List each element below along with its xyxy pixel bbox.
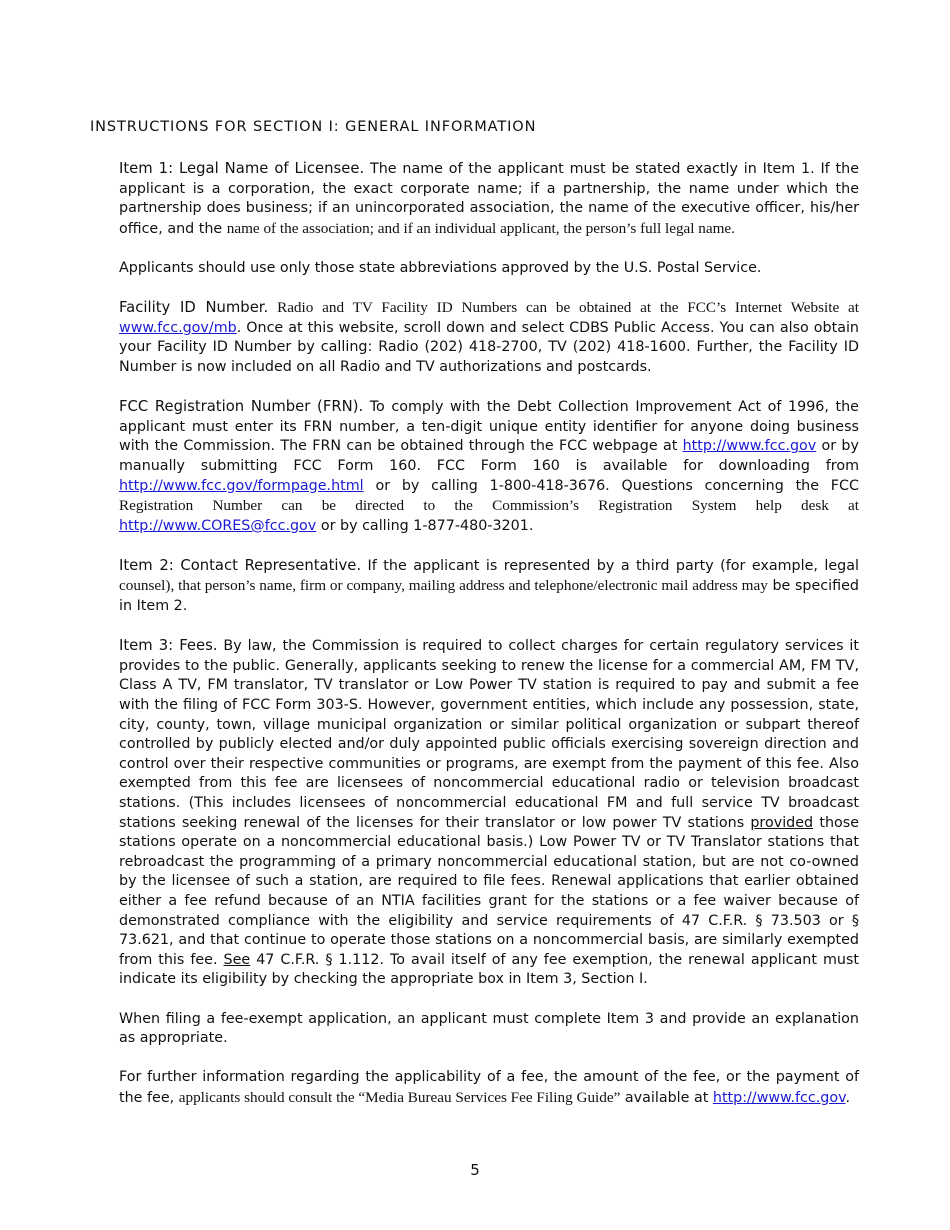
item1-paragraph	[119, 159, 859, 239]
further-text-a: For further information regarding the applicability of a fee, the amount of the fee, or the payment of the fee,	[119, 1069, 859, 1106]
fcc-gov-link-2[interactable]: http://www.fcc.gov	[712, 1089, 846, 1106]
instructions-body	[119, 159, 859, 1128]
facility-id-text-serif: Radio and TV Facility ID Numbers can be obtained at the FCC’s Internet Website at	[268, 299, 860, 317]
item3-text-b: those stations operate on a noncommercial educational basis.) Low Power TV or TV Translator stations that rebroadcast the programming of a primary noncommercial educational station, but are not co-owned by the licensee of such a station, are required to file fees. Renewal applications that earlier obtained either a fee refund because of an NTIA facilities grant for the stations or a fee waiver because of demonstrated compliance with the eligibility and service requirements of 47 C.F.R. § 73.503 or § 73.621, and that continue to operate those stations on a noncommercial basis, are similarly exempted from this fee.	[119, 814, 859, 968]
frn-text-serif: Registration Number can be directed to the Commission’s Registration System help desk at	[119, 497, 859, 515]
further-text-c: available at	[620, 1089, 713, 1106]
further-text-serif: applicants should consult the “Media Bureau Services Fee Filing Guide”	[178, 1088, 621, 1106]
further-info-paragraph	[119, 1068, 859, 1108]
frn-text-e: or by calling 1-877-480-3201.	[316, 517, 534, 534]
item1-label: Item 1: Legal Name of Licensee.	[119, 160, 365, 177]
frn-paragraph	[119, 397, 859, 536]
item3-text-c: 47 C.F.R. § 1.112. To avail itself of any fee exemption, the renewal applicant must indicate its eligibility by checking the appropriate box in Item 3, Section I.	[119, 951, 860, 988]
item2-text-c: be specified in Item 2.	[119, 578, 859, 615]
frn-text-c: or by calling 1-800-418-3676. Questions concerning the FCC	[363, 477, 859, 494]
item3-paragraph	[119, 636, 859, 990]
fcc-gov-link[interactable]: http://www.fcc.gov	[682, 438, 817, 455]
facility-id-text: . Once at this website, scroll down and select CDBS Public Access. You can also obtain your Facility ID Number by calling: Radio (202) 418-2700, TV (202) 418-1600. Further, the Facility ID Number is now included on all Radio and TV authorizations and postcards.	[119, 319, 859, 375]
see-underlined: See	[223, 951, 251, 968]
provided-underlined: provided	[750, 814, 814, 831]
item2-label: Item 2: Contact Representative.	[119, 556, 362, 574]
page-number: 5	[470, 1161, 480, 1179]
item3-label: Item 3: Fees.	[119, 637, 218, 655]
section-heading: INSTRUCTIONS FOR SECTION I: GENERAL INFORMATION	[90, 119, 537, 135]
fee-exempt-paragraph: When filing a fee-exempt application, an applicant must complete Item 3 and provide an explanation as appropriate.	[119, 1010, 859, 1047]
fcc-mb-link[interactable]: www.fcc.gov/mb	[119, 319, 237, 336]
item2-text-serif: counsel), that person’s name, firm or company, mailing address and telephone/electronic mail address may	[119, 577, 768, 595]
item2-paragraph	[119, 556, 859, 617]
frn-text-b: or by manually submitting FCC Form 160. FCC Form 160 is available for downloading from	[119, 438, 859, 474]
state-abbrev-paragraph: Applicants should use only those state abbreviations approved by the U.S. Postal Service.	[119, 259, 762, 276]
cores-link[interactable]: http://www.CORES@fcc.gov	[119, 517, 317, 534]
item3-text-a: By law, the Commission is required to collect charges for certain regulatory services it provides to the public. Generally, applicants seeking to renew the license for a commercial AM, FM TV, Class A TV, FM translator, TV translator or Low Power TV station is required to pay and submit a fee with the filing of FCC Form 303-S. However, government entities, which include any possession, state, city, county, town, village municipal organization or similar political organization or subpart thereof controlled by publicly elected and/or duly appointed public officials exercising sovereign direction and control over their respective communities or programs, are exempt from the payment of this fee. Also exempted from this fee are licensees of noncommercial educational radio or television broadcast stations. (This includes licensees of noncommercial educational FM and full service TV broadcast stations seeking renewal of the licenses for their translator or low power TV stations	[119, 638, 859, 831]
item2-text-a: If the applicant is represented by a third party (for example, legal	[361, 557, 859, 574]
fcc-formpage-link[interactable]: http://www.fcc.gov/formpage.html	[119, 477, 364, 494]
facility-id-paragraph	[119, 298, 859, 377]
frn-text-a: To comply with the Debt Collection Improvement Act of 1996, the applicant must enter its FRN number, a ten-digit unique entity identifier for anyone doing business with the Commission. The FRN can be obtained through the FCC webpage at	[119, 399, 859, 455]
frn-label: FCC Registration Number (FRN).	[119, 398, 364, 416]
further-period: .	[845, 1089, 851, 1106]
facility-id-label: Facility ID Number.	[119, 299, 269, 317]
item1-text-serif: name of the association; and if an individual applicant, the person’s full legal name.	[226, 219, 735, 237]
item1-text: The name of the applicant must be stated exactly in Item 1. If the applicant is a corporation, the exact corporate name; if a partnership, the name under which the partnership does business; if an unincorporated association, the name of the executive officer, his/her office, and the	[119, 161, 859, 237]
